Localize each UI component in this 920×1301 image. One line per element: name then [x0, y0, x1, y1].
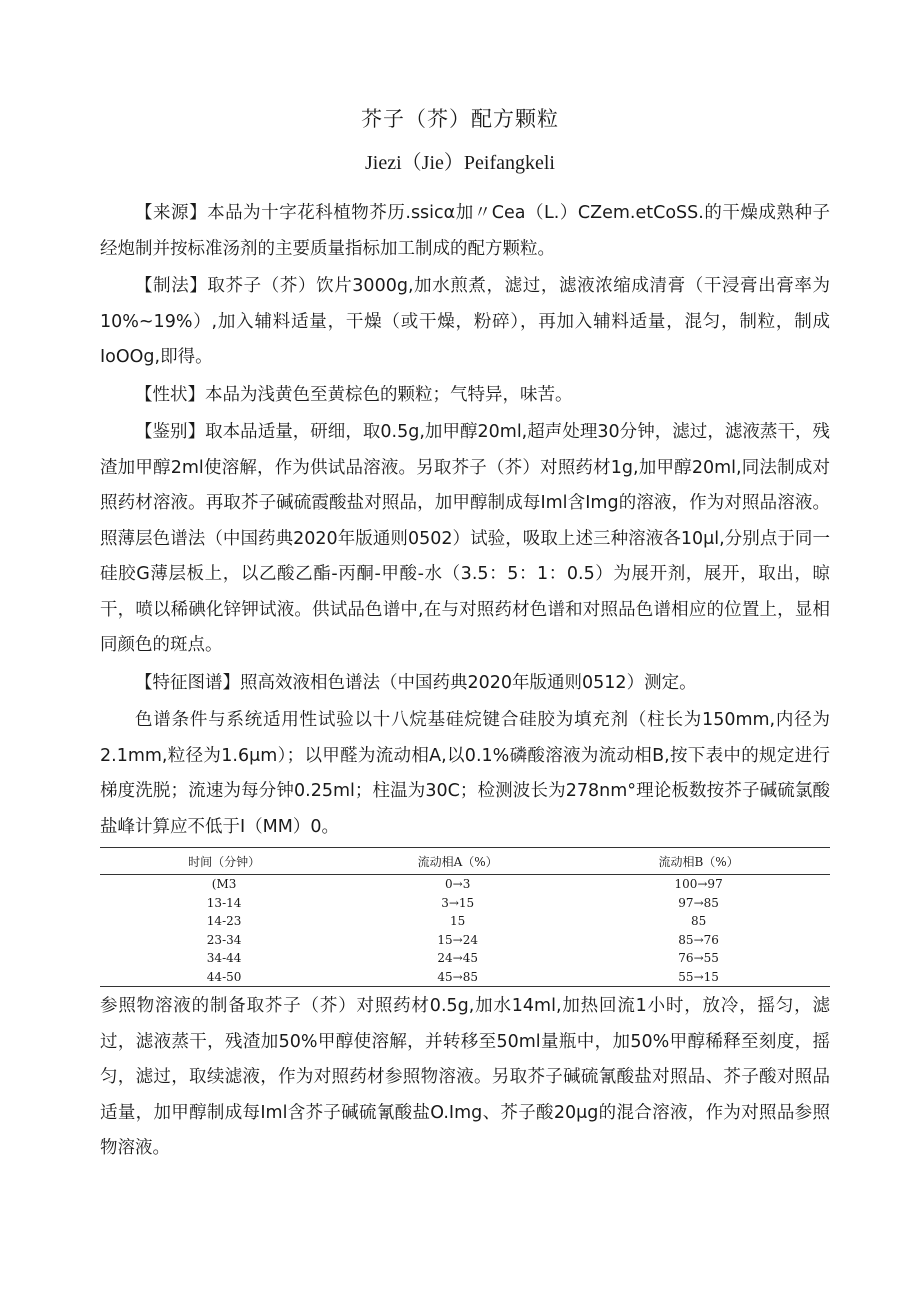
gradient-table	[100, 847, 830, 987]
document-title-pinyin: Jiezi（Jie）Peifangkeli	[365, 152, 555, 174]
table-row	[100, 875, 830, 894]
cell-time: (M3	[211, 877, 237, 892]
section-source: 【来源】本品为十字花科植物芥历.ssicα加〃Cea（L.）CZem.etCoSS.的干燥成熟种子经炮制并按标准汤剂的主要质量指标加工制成的配方颗粒。	[100, 203, 830, 259]
cell-phase-b: 55→15	[678, 969, 719, 984]
document-title-chinese: 芥子（芥）配方颗粒	[361, 107, 559, 131]
table-header-row	[100, 848, 830, 875]
cell-time: 14-23	[206, 914, 242, 929]
reference-solution-preparation: 参照物溶液的制备取芥子（芥）对照药材0.5g,加水14ml,加热回流1小时，放冷，摇匀，滤过，滤液蒸干，残渣加50%甲醇使溶解，并转移至50ml量瓶中，加50%甲醇稀释至刻度，摇匀，滤过，取续滤液，作为对照药材参照物溶液。另取芥子碱硫氰酸盐对照品、芥子酸对照品适量，加甲醇制成每Iml含芥子碱硫氰酸盐O.Img、芥子酸20μg的混合溶液，作为对照品参照物溶液。	[100, 996, 830, 1158]
cell-time: 44-50	[206, 969, 242, 984]
cell-phase-a: 15→24	[437, 932, 478, 947]
cell-phase-b: 100→97	[674, 877, 723, 892]
section-identification: 【鉴别】取本品适量，研细，取0.5g,加甲醇20ml,超声处理30分钟，滤过，滤液蒸干，残渣加甲醇2ml使溶解，作为供试品溶液。另取芥子（芥）对照药材1g,加甲醇20ml,同法制成对照药材溶液。再取芥子碱硫霞酸盐对照品，加甲醇制成每Iml含Img的溶液，作为对照品溶液。照薄层色谱法（中国药典2020年版通则0502）试验，吸取上述三种溶液各10μl,分别点于同一硅胶G薄层板上，以乙酸乙酯-丙酮-甲酸-水（3.5：5：1：0.5）为展开剂，展开，取出，晾干，喷以稀碘化锌钾试液。供试品色谱中,在与对照药材色谱和对照品色谱相应的位置上，显相同颜色的斑点。	[100, 422, 830, 655]
table-row	[100, 931, 830, 950]
section-fingerprint: 【特征图谱】照高效液相色谱法（中国药典2020年版通则0512）测定。	[135, 672, 697, 693]
table-row	[100, 968, 830, 987]
document-body	[100, 196, 830, 1167]
cell-phase-a: 15	[450, 914, 466, 929]
cell-phase-b: 85→76	[678, 932, 719, 947]
cell-phase-b: 97→85	[678, 895, 719, 910]
table-row	[100, 912, 830, 931]
header-time: 时间（分钟）	[188, 854, 261, 869]
cell-phase-a: 0→3	[445, 877, 471, 892]
section-preparation: 【制法】取芥子（芥）饮片3000g,加水煎煮，滤过，滤液浓缩成清膏（干浸膏出膏率为10%~19%）,加入辅料适量，干燥（或干燥，粉碎），再加入辅料适量，混匀，制粒，制成IoOOg,即得。	[100, 276, 830, 367]
cell-phase-b: 85	[690, 914, 707, 929]
cell-phase-a: 24→45	[437, 951, 478, 966]
cell-time: 23-34	[206, 932, 242, 947]
table-row	[100, 949, 830, 968]
cell-phase-a: 45→85	[437, 969, 478, 984]
cell-time: 13-14	[206, 895, 242, 910]
header-mobile-phase-a: 流动相A（%）	[417, 854, 498, 869]
table-row	[100, 894, 830, 913]
header-mobile-phase-b: 流动相B（%）	[658, 854, 739, 869]
chromatographic-conditions: 色谱条件与系统适用性试验以十八烷基硅烷键合硅胶为填充剂（柱长为150mm,内径为2.1mm,粒径为1.6μm）；以甲醛为流动相A,以0.1%磷酸溶液为流动相B,按下表中的规定进行梯度洗脱；流速为每分钟0.25ml；柱温为30C；检测波长为278nm°理论板数按芥子碱硫氯酸盐峰计算应不低于I（MM）0。	[100, 710, 830, 837]
cell-time: 34-44	[206, 951, 242, 966]
cell-phase-b: 76→55	[678, 951, 719, 966]
section-description: 【性状】本品为浅黄色至黄棕色的颗粒；气特异，味苦。	[135, 384, 573, 405]
cell-phase-a: 3→15	[441, 895, 475, 910]
